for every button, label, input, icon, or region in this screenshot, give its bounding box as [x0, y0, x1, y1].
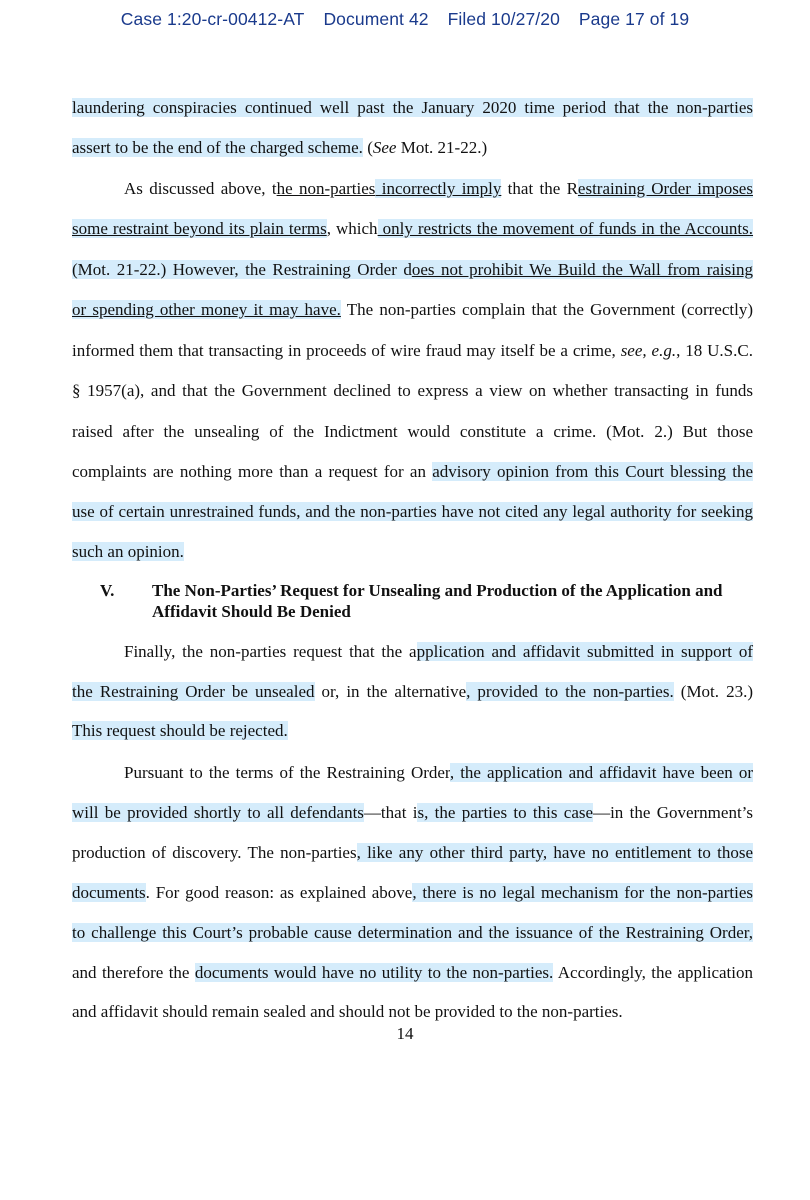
text-line: assert to be the end of the charged scheme. (See Mot. 21-22.) — [72, 138, 488, 157]
text-line: complaints are nothing more than a request for an advisory opinion from this Court blessing the — [72, 462, 753, 481]
page-number: 14 — [396, 1024, 414, 1043]
case-header — [0, 9, 810, 30]
text-line: will be provided shortly to all defendants—that is, the parties to this case—in the Government’s — [72, 803, 754, 822]
text-line: § 1957(a), and that the Government declined to express a view on whether transacting in funds — [72, 381, 753, 400]
text-line: production of discovery. The non-parties, like any other third party, have no entitlement to those — [72, 843, 753, 862]
page-count: Page 17 of 19 — [578, 9, 690, 29]
filed-date: Filed 10/27/20 — [447, 9, 560, 29]
text-line: some restraint beyond its plain terms, which only restricts the movement of funds in the Accounts. — [72, 219, 754, 238]
text-line: raised after the unsealing of the Indictment would constitute a crime. (Mot. 2.) But those — [72, 422, 753, 441]
text-line: (Mot. 21-22.) However, the Restraining Order does not prohibit We Build the Wall from raising — [72, 260, 753, 279]
text-line: the Restraining Order be unsealed or, in the alternative, provided to the non-parties. (Mot. 23.) — [72, 682, 753, 701]
text-line: use of certain unrestrained funds, and the non-parties have not cited any legal authority for seeking — [72, 502, 753, 521]
text-line: As discussed above, the non-parties incorrectly imply that the Restraining Order imposes — [124, 179, 753, 198]
text-line: such an opinion. — [72, 542, 184, 561]
text-line: laundering conspiracies continued well past the January 2020 time period that the non-parties — [72, 98, 753, 117]
text-line: This request should be rejected. — [72, 721, 288, 740]
document-number: Document 42 — [323, 9, 429, 29]
text-line: to challenge this Court’s probable cause determination and the issuance of the Restraining Order, — [72, 923, 753, 942]
text-line: documents. For good reason: as explained above, there is no legal mechanism for the non-parties — [72, 883, 753, 902]
case-number: Case 1:20-cr-00412-AT — [120, 9, 305, 29]
text-line: and affidavit should remain sealed and should not be provided to the non-parties. — [72, 1002, 623, 1021]
text-line: or spending other money it may have. The non-parties complain that the Government (correctly) — [72, 300, 753, 319]
text-line: informed them that transacting in proceeds of wire fraud may itself be a crime, see, e.g., 18 U.S.C. — [72, 341, 753, 360]
section-title: The Non-Parties’ Request for Unsealing and Production of the Application and Affidavit Should Be Denied — [152, 581, 723, 621]
text-line: Finally, the non-parties request that the application and affidavit submitted in support of — [124, 642, 753, 661]
section-number: V. — [100, 581, 115, 600]
text-line: Pursuant to the terms of the Restraining Order, the application and affidavit have been or — [124, 763, 753, 782]
text-line: and therefore the documents would have no utility to the non-parties. Accordingly, the application — [72, 963, 753, 982]
